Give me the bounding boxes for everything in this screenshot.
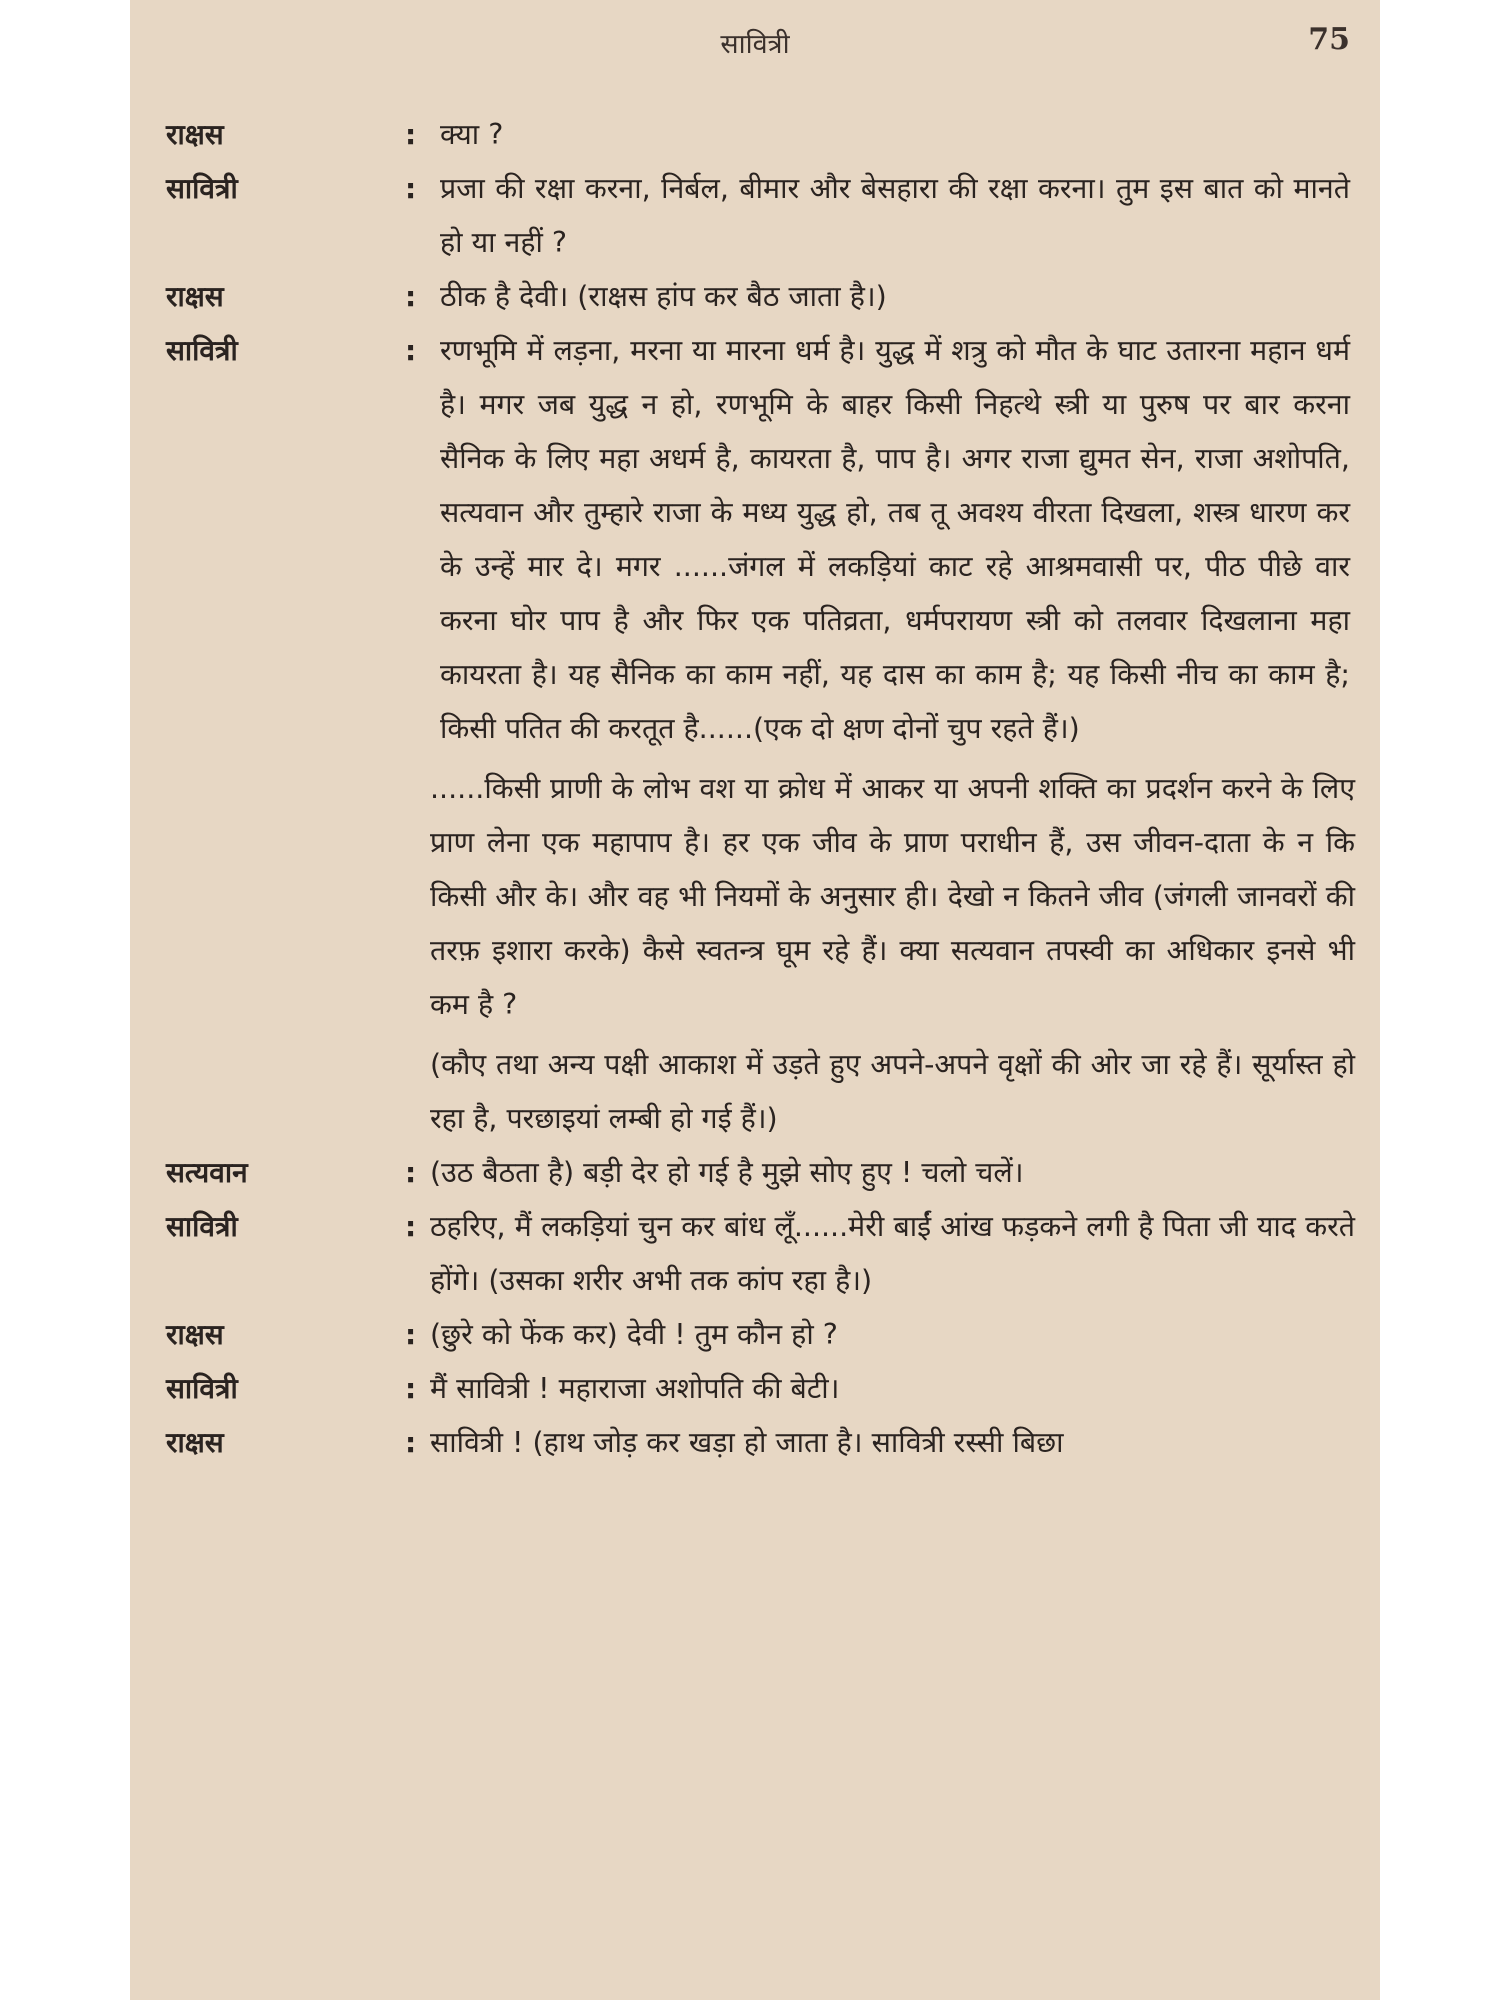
speaker-name: राक्षस <box>166 1426 224 1459</box>
stage-direction: (कौए तथा अन्य पक्षी आकाश में उड़ते हुए अपने-अपने वृक्षों की ओर जा रहे हैं। सूर्यास्त हो रहा है, परछाइयां लम्बी हो गई हैं।) <box>430 1048 1355 1135</box>
continuation-paragraph: ......किसी प्राणी के लोभ वश या क्रोध में आकर या अपनी शक्ति का प्रदर्शन करने के लिए प्राण लेना एक महापाप है। हर एक जीव के प्राण पराधीन हैं, उस जीवन-दाता के न कि किसी और के। और वह भी नियमों के अनुसार ही। देखो न कितने जीव (जंगली जानवरों की तरफ़ इशारा करके) कैसे स्वतन्त्र घूम रहे हैं। क्या सत्यवान तपस्वी का अधिकार इनसे भी कम है ? <box>430 772 1355 1021</box>
dialogue-text: सावित्री ! (हाथ जोड़ कर खड़ा हो जाता है। सावित्री रस्सी बिछा <box>430 1426 1064 1459</box>
dialogue-line <box>130 108 1380 162</box>
dialogue-body <box>130 108 1380 1470</box>
speaker-name: सावित्री <box>166 172 238 205</box>
dialogue-line <box>130 1362 1380 1416</box>
dialogue-text: ठीक है देवी। (राक्षस हांप कर बैठ जाता है।) <box>440 280 887 313</box>
dialogue-line <box>130 270 1380 324</box>
dialogue-line <box>130 1146 1380 1200</box>
speaker-name: राक्षस <box>166 118 224 151</box>
speaker-colon: : <box>405 334 417 367</box>
speaker-name: सावित्री <box>166 1210 238 1243</box>
speaker-colon: : <box>405 1156 417 1189</box>
dialogue-text: (उठ बैठता है) बड़ी देर हो गई है मुझे सोए हुए ! चलो चलें। <box>430 1156 1024 1189</box>
speaker-colon: : <box>405 118 417 151</box>
speaker-colon: : <box>405 1318 417 1351</box>
speaker-colon: : <box>405 172 417 205</box>
speaker-name: राक्षस <box>166 1318 224 1351</box>
dialogue-line <box>130 162 1380 270</box>
speaker-name: सावित्री <box>166 334 238 367</box>
speaker-name: सत्यवान <box>166 1156 248 1189</box>
running-title: सावित्री <box>720 29 790 60</box>
dialogue-text: ठहरिए, मैं लकड़ियां चुन कर बांध लूँ......मेरी बाईं आंख फड़कने लगी है पिता जी याद करते होंगे। (उसका शरीर अभी तक कांप रहा है।) <box>430 1210 1355 1297</box>
speaker-colon: : <box>405 1210 417 1243</box>
page-number: 75 <box>1308 22 1350 57</box>
speaker-name: सावित्री <box>166 1372 238 1405</box>
dialogue-line <box>130 1200 1380 1308</box>
book-page <box>130 0 1380 2000</box>
speaker-colon: : <box>405 280 417 313</box>
dialogue-text: प्रजा की रक्षा करना, निर्बल, बीमार और बेसहारा की रक्षा करना। तुम इस बात को मानते हो या नहीं ? <box>440 172 1350 259</box>
speaker-name: राक्षस <box>166 280 224 313</box>
dialogue-text: क्या ? <box>440 118 504 151</box>
speaker-colon: : <box>405 1426 417 1459</box>
dialogue-line <box>130 1416 1380 1470</box>
speaker-colon: : <box>405 1372 417 1405</box>
dialogue-text: मैं सावित्री ! महाराजा अशोपति की बेटी। <box>430 1372 840 1405</box>
dialogue-line <box>130 324 1380 756</box>
dialogue-text: (छुरे को फेंक कर) देवी ! तुम कौन हो ? <box>430 1318 838 1351</box>
dialogue-text: रणभूमि में लड़ना, मरना या मारना धर्म है। युद्ध में शत्रु को मौत के घाट उतारना महान धर्म है। मगर जब युद्ध न हो, रणभूमि के बाहर किसी निहत्थे स्त्री या पुरुष पर बार करना सैनिक के लिए महा अधर्म है, कायरता है, पाप है। अगर राजा द्युमत सेन, राजा अशोपति, सत्यवान और तुम्हारे राजा के मध्य युद्ध हो, तब तू अवश्य वीरता दिखला, शस्त्र धारण कर के उन्हें मार दे। मगर ......जंगल में लकड़ियां काट रहे आश्रमवासी पर, पीठ पीछे वार करना घोर पाप है और फिर एक पतिव्रता, धर्मपरायण स्त्री को तलवार दिखलाना महा कायरता है। यह सैनिक का काम नहीं, यह दास का काम है; यह किसी नीच का काम है; किसी पतित की करतूत है......(एक दो क्षण दोनों चुप रहते हैं।) <box>440 334 1350 745</box>
dialogue-line <box>130 1308 1380 1362</box>
